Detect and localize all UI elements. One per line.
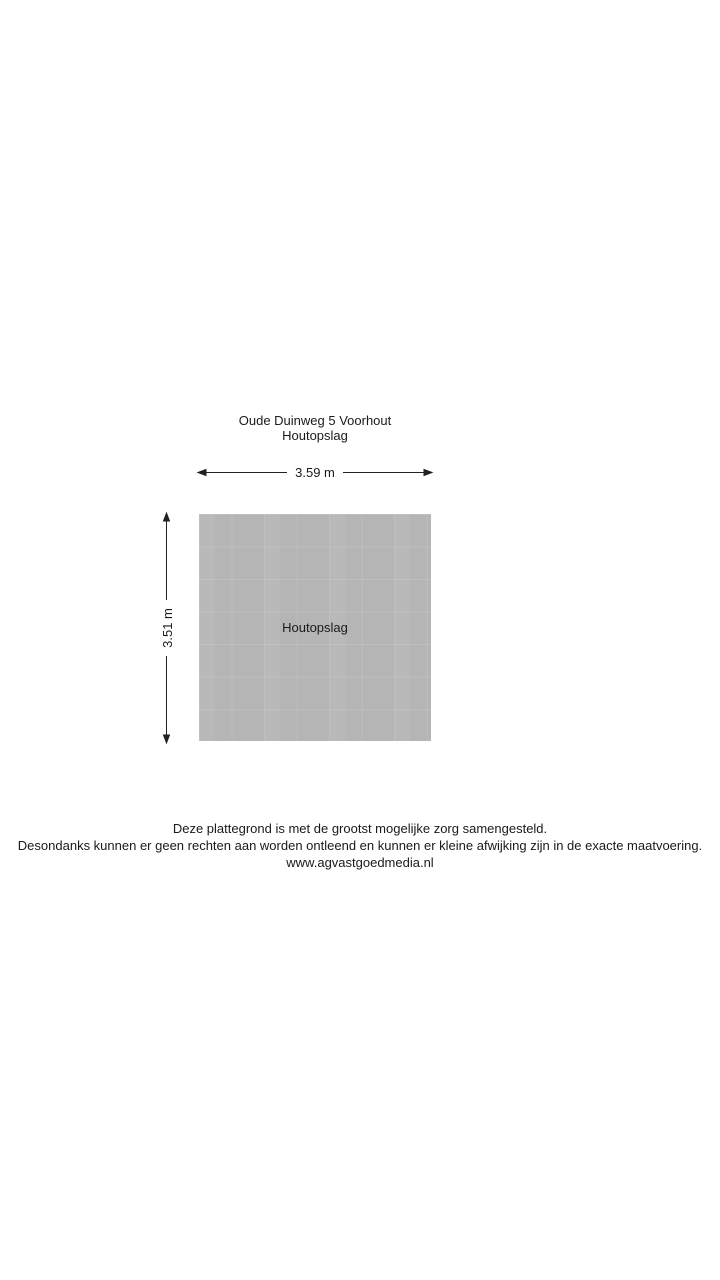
arrow-left-icon	[198, 470, 206, 476]
arrow-up-icon	[164, 513, 170, 521]
room-houtopslag	[199, 514, 431, 741]
disclaimer-line-2: Desondanks kunnen er geen rechten aan worden ontleend en kunnen er kleine afwijking zijn in de exacte maatvoering.	[17, 838, 703, 853]
disclaimer-line-1: Deze plattegrond is met de grootst mogelijke zorg samengesteld.	[172, 821, 548, 836]
height-measurement: 3.51 m	[160, 600, 176, 656]
width-measurement: 3.59 m	[287, 466, 343, 480]
website-link[interactable]: www.agvastgoedmedia.nl	[286, 855, 434, 870]
arrow-right-icon	[424, 470, 432, 476]
disclaimer	[0, 820, 720, 871]
floor-name: Houtopslag	[282, 428, 348, 443]
floorplan-header	[160, 413, 470, 443]
property-address: Oude Duinweg 5 Voorhout	[238, 413, 392, 428]
arrow-down-icon	[164, 735, 170, 743]
room-label: Houtopslag	[282, 620, 348, 635]
